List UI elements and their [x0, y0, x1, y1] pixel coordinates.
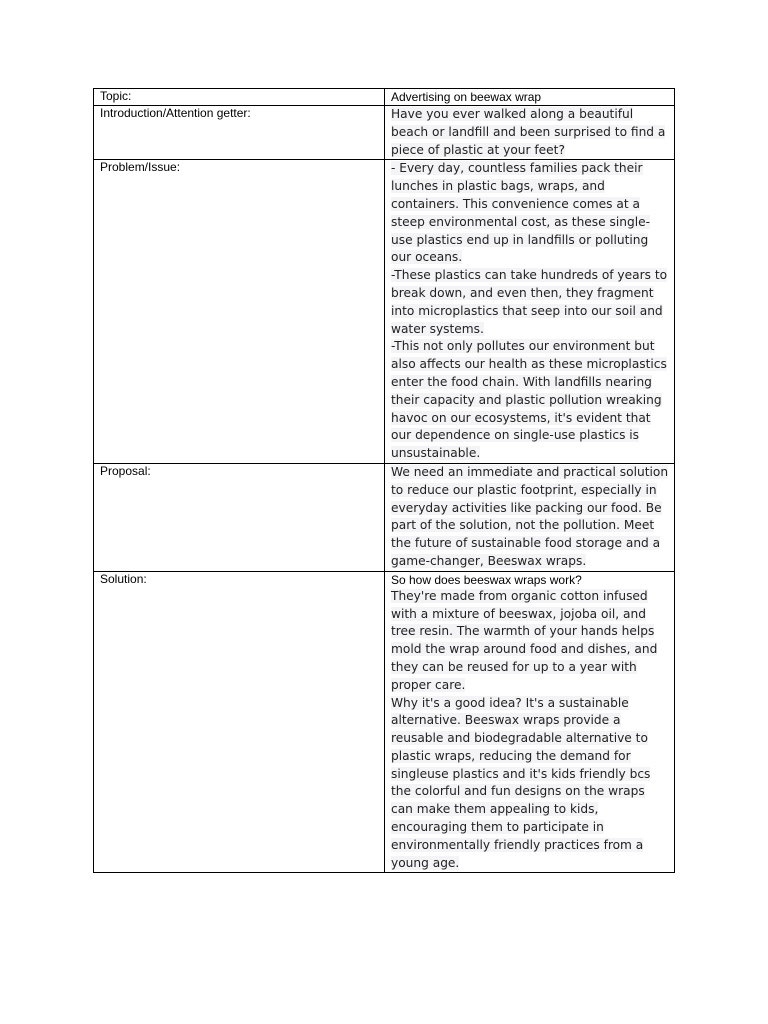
- table-row: [94, 160, 675, 464]
- paragraph: -These plastics can take hundreds of years to break down, and even then, they fragment into microplastics that seep into our soil and water systems.: [391, 268, 668, 336]
- paragraph: - Every day, countless families pack their lunches in plastic bags, wraps, and containers. This convenience comes at a steep environmental cost, as these single-use plastics end up in landfills or polluting our oceans.: [391, 161, 651, 265]
- table-row: [94, 89, 675, 106]
- row-label: Proposal:: [94, 463, 385, 571]
- table-row: [94, 463, 675, 571]
- row-value: [385, 89, 675, 106]
- row-value: [385, 106, 675, 160]
- row-label: Problem/Issue:: [94, 160, 385, 464]
- speech-outline-table: [93, 88, 675, 873]
- row-value: [385, 463, 675, 571]
- row-value: [385, 571, 675, 873]
- row-value: [385, 160, 675, 464]
- topic-value: Advertising on beewax wrap: [391, 90, 542, 104]
- table-row: [94, 106, 675, 160]
- paragraph: -This not only pollutes our environment but also affects our health as these microplastics enter the food chain. With landfills nearing their capacity and plastic pollution wreaking havoc on our ecosystems, it's evident that our dependence on single-use plastics is unsustainable.: [391, 339, 667, 461]
- paragraph: Why it's a good idea? It's a sustainable alternative. Beeswax wraps provide a reusable and biodegradable alternative to plastic wraps, reducing the demand for singleuse plastics and it's kids friendly bcs the colorful and fun designs on the wraps can make them appealing to kids, encouraging them to participate in environmentally friendly practices from a young age.: [391, 695, 651, 870]
- row-label: Solution:: [94, 571, 385, 873]
- row-label: Topic:: [94, 89, 385, 106]
- solution-heading: So how does beeswax wraps work?: [391, 572, 582, 587]
- table-row: [94, 571, 675, 873]
- paragraph: They're made from organic cotton infused with a mixture of beeswax, jojoba oil, and tree resin. The warmth of your hands helps mold the wrap around food and dishes, and they can be reused for up to a year with proper care.: [391, 588, 658, 692]
- row-label: Introduction/Attention getter:: [94, 106, 385, 160]
- paragraph: Have you ever walked along a beautiful beach or landfill and been surprised to find a piece of plastic at your feet?: [391, 107, 666, 157]
- paragraph: We need an immediate and practical solution to reduce our plastic footprint, especially in everyday activities like packing our food. Be part of the solution, not the pollution. Meet the future of sustainable food storage and a game-changer, Beeswax wraps.: [391, 464, 669, 568]
